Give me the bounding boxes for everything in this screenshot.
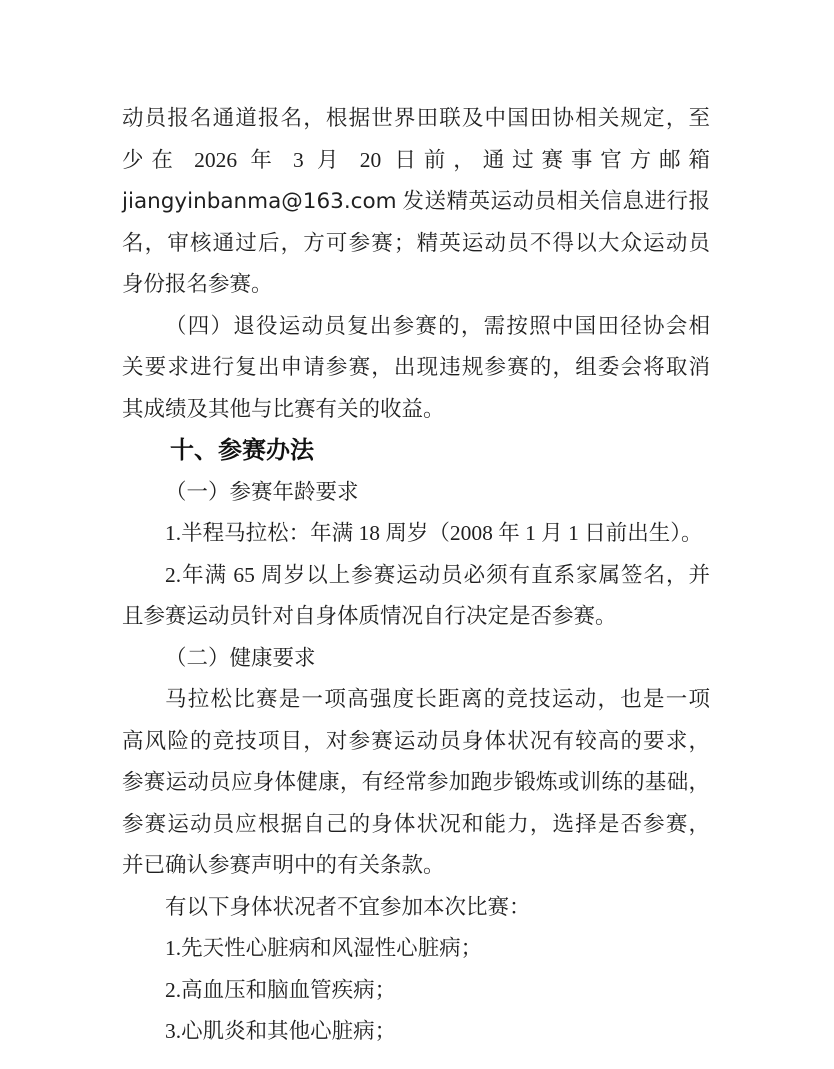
para-elite-registration-line: 动员报名通道报名，根据世界田联及中国田协相关规定，至: [122, 106, 710, 130]
document-content: [122, 98, 710, 1053]
para-health-description-line: 并已确认参赛声明中的有关条款。: [122, 853, 445, 877]
list-item-congenital-heart-disease: 1.先天性心脏病和风湿性心脏病；: [165, 936, 483, 960]
age-item-over-65-line: 2.年满 65 周岁以上参赛运动员必须有直系家属签名，并: [165, 562, 710, 587]
age-item-half-marathon: 1.半程马拉松：年满 18 周岁（2008 年 1 月 1 日前出生）。: [165, 521, 703, 545]
para-unsuitable-conditions-intro: 有以下身体状况者不宜参加本次比赛：: [165, 894, 531, 919]
para-health-description-line: 高风险的竞技项目，对参赛运动员身体状况有较高的要求，: [122, 728, 710, 753]
para-health-description-line: 参赛运动员应根据自己的身体状况和能力，选择是否参赛，: [122, 811, 710, 836]
para-retired-athletes-line: 关要求进行复出申请参赛，出现违规参赛的，组委会将取消: [122, 355, 710, 379]
subheading-age-requirements: （一）参赛年龄要求: [165, 479, 359, 504]
subheading-health-requirements: （二）健康要求: [165, 645, 316, 670]
para-health-description-line: 马拉松比赛是一项高强度长距离的竞技运动，也是一项: [165, 687, 710, 711]
para-elite-registration-line: [122, 181, 710, 223]
para-retired-athletes-line: （四）退役运动员复出参赛的，需按照中国田径协会相: [165, 313, 710, 338]
para-retired-athletes-line: 其成绩及其他与比赛有关的收益。: [122, 396, 445, 421]
heading-section-10-entry-methods: 十、参赛办法: [170, 437, 314, 464]
para-elite-registration-line-text: 发送精英运动员相关信息进行报: [396, 189, 710, 213]
age-item-over-65-line: 且参赛运动员针对自身体质情况自行决定是否参赛。: [122, 604, 617, 628]
para-elite-registration-line: 少在 2026 年 3 月 20 日前，通过赛事官方邮箱: [122, 147, 710, 172]
para-elite-registration-line: 身份报名参赛。: [122, 272, 273, 296]
list-item-myocarditis: 3.心肌炎和其他心脏病；: [165, 1019, 397, 1043]
list-item-hypertension: 2.高血压和脑血管疾病；: [165, 977, 397, 1002]
para-elite-registration-line: 名，审核通过后，方可参赛；精英运动员不得以大众运动员: [122, 230, 710, 255]
para-health-description-line: 参赛运动员应身体健康，有经常参加跑步锻炼或训练的基础，: [122, 770, 710, 794]
email-address: jiangyinbanma@163.com: [122, 189, 397, 214]
